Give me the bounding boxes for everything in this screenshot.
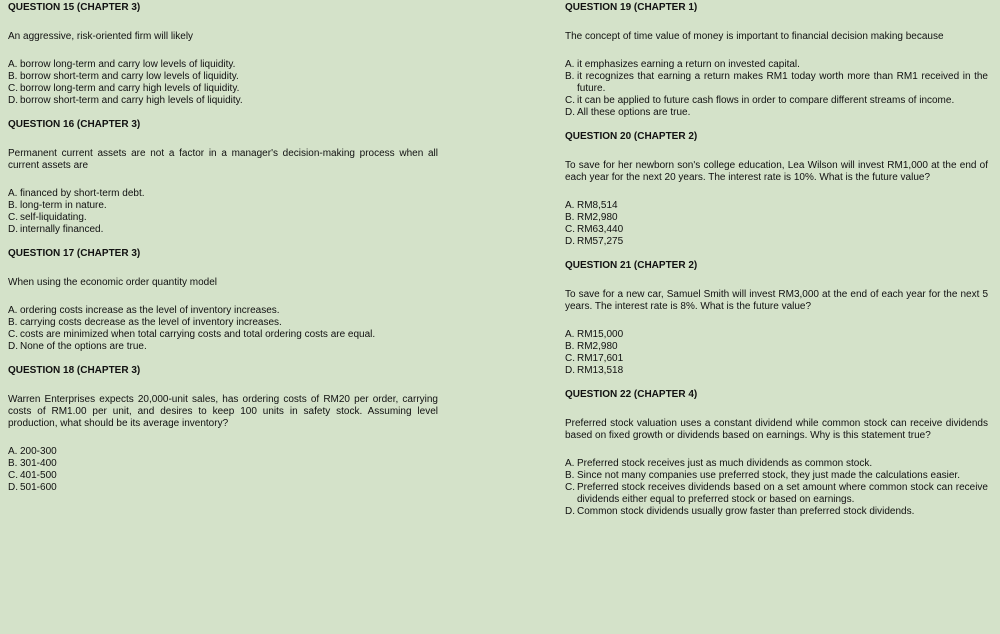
question-heading: QUESTION 19 (CHAPTER 1) bbox=[565, 2, 698, 13]
question-block bbox=[565, 131, 988, 260]
question-heading: QUESTION 20 (CHAPTER 2) bbox=[565, 131, 698, 142]
option-c[interactable]: C. borrow long-term and carry high levels of liquidity. bbox=[8, 83, 240, 94]
option-list bbox=[8, 446, 438, 494]
question-heading: QUESTION 18 (CHAPTER 3) bbox=[8, 365, 141, 376]
question-text: Warren Enterprises expects 20,000-unit sales, has ordering costs of RM20 per order, carrying costs of RM1.00 per unit, and desires to keep 100 units in safety stock. Assuming level production, what should be its average inventory? bbox=[8, 394, 438, 429]
question-heading: QUESTION 21 (CHAPTER 2) bbox=[565, 260, 698, 271]
question-heading: QUESTION 15 (CHAPTER 3) bbox=[8, 2, 141, 13]
option-b[interactable]: B. RM2,980 bbox=[565, 341, 618, 352]
question-text: Preferred stock valuation uses a constant dividend while common stock can receive dividends based on fixed growth or dividends based on earnings. Why is this statement true? bbox=[565, 418, 988, 441]
question-text: Permanent current assets are not a factor in a manager's decision-making process when all current assets are bbox=[8, 148, 438, 171]
option-a[interactable]: A. ordering costs increase as the level of inventory increases. bbox=[8, 305, 280, 316]
option-d[interactable]: D. RM57,275 bbox=[565, 236, 624, 247]
option-c[interactable]: C. costs are minimized when total carrying costs and total ordering costs are equal. bbox=[8, 329, 376, 340]
option-a[interactable]: A. 200-300 bbox=[8, 446, 57, 457]
option-c[interactable]: C. it can be applied to future cash flows in order to compare different streams of income. bbox=[565, 95, 955, 106]
question-block bbox=[8, 119, 438, 248]
option-a[interactable]: A. borrow long-term and carry low levels of liquidity. bbox=[8, 59, 236, 70]
option-b[interactable]: B. 301-400 bbox=[8, 458, 57, 469]
option-d[interactable]: D. borrow short-term and carry high levels of liquidity. bbox=[8, 95, 243, 106]
question-block bbox=[8, 248, 438, 365]
question-text: To save for a new car, Samuel Smith will invest RM3,000 at the end of each year for the next 5 years. The interest rate is 8%. What is the future value? bbox=[565, 289, 988, 312]
option-a[interactable]: A. Preferred stock receives just as much dividends as common stock. bbox=[565, 458, 873, 469]
option-list bbox=[565, 329, 988, 377]
question-heading: QUESTION 16 (CHAPTER 3) bbox=[8, 119, 141, 130]
option-list bbox=[565, 458, 988, 518]
option-a[interactable]: A. it emphasizes earning a return on invested capital. bbox=[565, 59, 800, 70]
option-d[interactable]: D. None of the options are true. bbox=[8, 341, 147, 352]
option-c[interactable]: C. self-liquidating. bbox=[8, 212, 87, 223]
right-column bbox=[565, 2, 988, 518]
question-heading: QUESTION 22 (CHAPTER 4) bbox=[565, 389, 698, 400]
option-d[interactable]: D. internally financed. bbox=[8, 224, 104, 235]
question-text: The concept of time value of money is important to financial decision making because bbox=[565, 31, 944, 42]
question-block bbox=[8, 365, 438, 494]
question-block bbox=[565, 389, 988, 518]
option-list bbox=[8, 188, 438, 236]
option-c[interactable]: C. Preferred stock receives dividends based on a set amount where common stock can receive dividends either equal to preferred stock or based on earnings. bbox=[565, 482, 988, 505]
question-block bbox=[8, 2, 438, 119]
option-a[interactable]: A. RM8,514 bbox=[565, 200, 618, 211]
option-d[interactable]: D. RM13,518 bbox=[565, 365, 624, 376]
option-c[interactable]: C. 401-500 bbox=[8, 470, 57, 481]
question-text: An aggressive, risk-oriented firm will likely bbox=[8, 31, 194, 42]
option-a[interactable]: A. financed by short-term debt. bbox=[8, 188, 145, 199]
option-b[interactable]: B. borrow short-term and carry low levels of liquidity. bbox=[8, 71, 239, 82]
option-b[interactable]: B. RM2,980 bbox=[565, 212, 618, 223]
left-column bbox=[8, 2, 438, 494]
question-text: To save for her newborn son's college education, Lea Wilson will invest RM1,000 at the end of each year for the next 20 years. The interest rate is 10%. What is the future value? bbox=[565, 160, 988, 183]
option-b[interactable]: B. Since not many companies use preferred stock, they just made the calculations easier. bbox=[565, 470, 960, 481]
option-b[interactable]: B. long-term in nature. bbox=[8, 200, 107, 211]
option-b[interactable]: B. carrying costs decrease as the level of inventory increases. bbox=[8, 317, 282, 328]
option-a[interactable]: A. RM15,000 bbox=[565, 329, 624, 340]
question-block bbox=[565, 260, 988, 389]
question-text: When using the economic order quantity model bbox=[8, 277, 218, 288]
question-block bbox=[565, 2, 988, 131]
option-d[interactable]: D. All these options are true. bbox=[565, 107, 691, 118]
option-b[interactable]: B. it recognizes that earning a return makes RM1 today worth more than RM1 received in the future. bbox=[565, 71, 988, 94]
option-c[interactable]: C. RM17,601 bbox=[565, 353, 624, 364]
option-d[interactable]: D. Common stock dividends usually grow faster than preferred stock dividends. bbox=[565, 506, 915, 517]
option-d[interactable]: D. 501-600 bbox=[8, 482, 57, 493]
option-list bbox=[8, 305, 438, 353]
option-list bbox=[8, 59, 438, 107]
option-c[interactable]: C. RM63,440 bbox=[565, 224, 624, 235]
option-list bbox=[565, 200, 988, 248]
question-heading: QUESTION 17 (CHAPTER 3) bbox=[8, 248, 141, 259]
option-list bbox=[565, 59, 988, 119]
